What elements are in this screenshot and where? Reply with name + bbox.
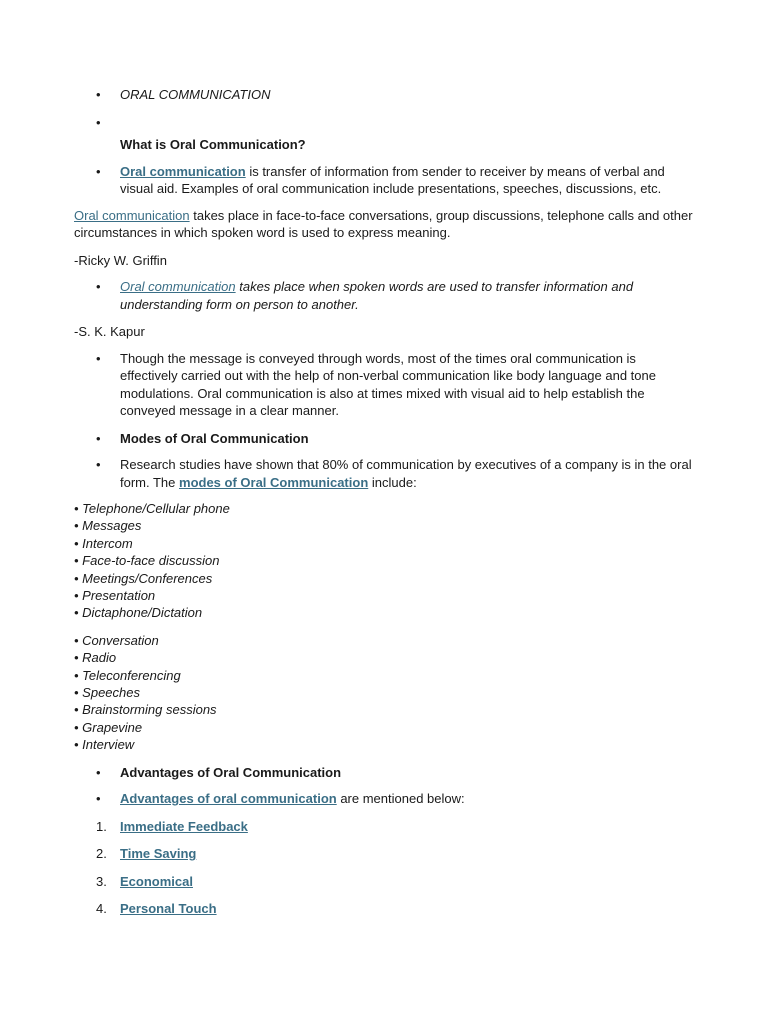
list-item [74, 350, 696, 420]
bullet: • [96, 457, 101, 472]
definition-1: Oral communication is transfer of information from sender to receiver by means of verbal and visual aid. Examples of oral communication include presentations, speeches, discussions, etc. [120, 163, 665, 196]
list-item: • Messages [74, 518, 142, 534]
bullet: • [96, 163, 101, 179]
list-item: • Interview [74, 737, 135, 753]
bullet: • [96, 114, 101, 130]
list-item: • Meetings/Conferences [74, 570, 213, 586]
oral-communication-link[interactable]: Oral communication [120, 163, 246, 179]
bullet: • [96, 87, 101, 102]
list-item: • Teleconferencing [74, 667, 181, 683]
list-item [74, 790, 696, 808]
list-item: • Brainstorming sessions [74, 702, 217, 718]
modes-list-2 [74, 632, 696, 754]
item-number: 3. [96, 873, 107, 889]
advantages-link[interactable]: Advantages of oral communication [120, 791, 337, 807]
modes-link[interactable]: modes of Oral Communication [179, 474, 369, 490]
definition-2: Oral communication takes place in face-to-face conversations, group discussions, telephone calls and other circumstances in which spoken word is used to express meaning. [74, 207, 693, 240]
list-item: • Speeches [74, 685, 140, 701]
list-item [74, 163, 696, 198]
item-number: 2. [96, 846, 107, 862]
numbered-item [74, 818, 696, 836]
time-saving-link[interactable]: Time Saving [120, 846, 197, 862]
economical-link[interactable]: Economical [120, 873, 193, 889]
list-item [74, 764, 696, 782]
numbered-item [74, 873, 696, 891]
item-number: 4. [96, 901, 107, 917]
list-item: • Presentation [74, 588, 156, 604]
list-item: • Face-to-face discussion [74, 553, 220, 569]
advantages-intro: Advantages of oral communication are mentioned below: [120, 791, 465, 807]
author-2: -S. K. Kapur [74, 324, 145, 339]
bullet: • [96, 764, 101, 780]
oral-communication-link[interactable]: Oral communication [74, 207, 190, 223]
nonverbal-paragraph: Though the message is conveyed through words, most of the times oral communication is effectively carried out with the help of non-verbal communication like body language and tone modulations. Oral communication is also at times mixed with visual aid to help establish the conveyed message in a clear manner. [120, 350, 656, 418]
list-item [74, 278, 696, 313]
list-item: • Grapevine [74, 719, 143, 735]
doc-heading: ORAL COMMUNICATION [120, 87, 271, 102]
personal-touch-link[interactable]: Personal Touch [120, 901, 217, 917]
document-page [74, 84, 696, 918]
section-title [74, 136, 696, 154]
empty-item [120, 114, 696, 132]
list-item: • Dictaphone/Dictation [74, 605, 203, 621]
oral-communication-link[interactable]: Oral communication [120, 279, 236, 294]
bullet: • [96, 350, 101, 366]
research-paragraph: Research studies have shown that 80% of communication by executives of a company is in the oral form. The modes of Oral Communication include: [120, 457, 692, 490]
list-item [74, 114, 696, 132]
numbered-item [74, 845, 696, 863]
list-item [74, 430, 696, 448]
list-item: • Intercom [74, 535, 133, 551]
list-item: • Telephone/Cellular phone [74, 501, 230, 516]
bullet: • [96, 791, 101, 807]
item-number: 1. [96, 818, 107, 834]
list-item: • Radio [74, 650, 117, 666]
bullet: • [96, 430, 101, 446]
author-1: -Ricky W. Griffin [74, 252, 167, 268]
list-item: • Conversation [74, 632, 159, 648]
q-title: What is Oral Communication? [120, 137, 306, 152]
advantages-heading: Advantages of Oral Communication [120, 764, 342, 780]
numbered-item [74, 900, 696, 918]
definition-3: Oral communication takes place when spoken words are used to transfer information and understanding form on person to another. [120, 279, 634, 312]
modes-list-1 [74, 500, 696, 622]
immediate-feedback-link[interactable]: Immediate Feedback [120, 818, 248, 834]
list-item [74, 456, 696, 491]
bullet: • [96, 279, 101, 294]
list-item [74, 86, 696, 104]
modes-heading: Modes of Oral Communication [120, 430, 309, 446]
